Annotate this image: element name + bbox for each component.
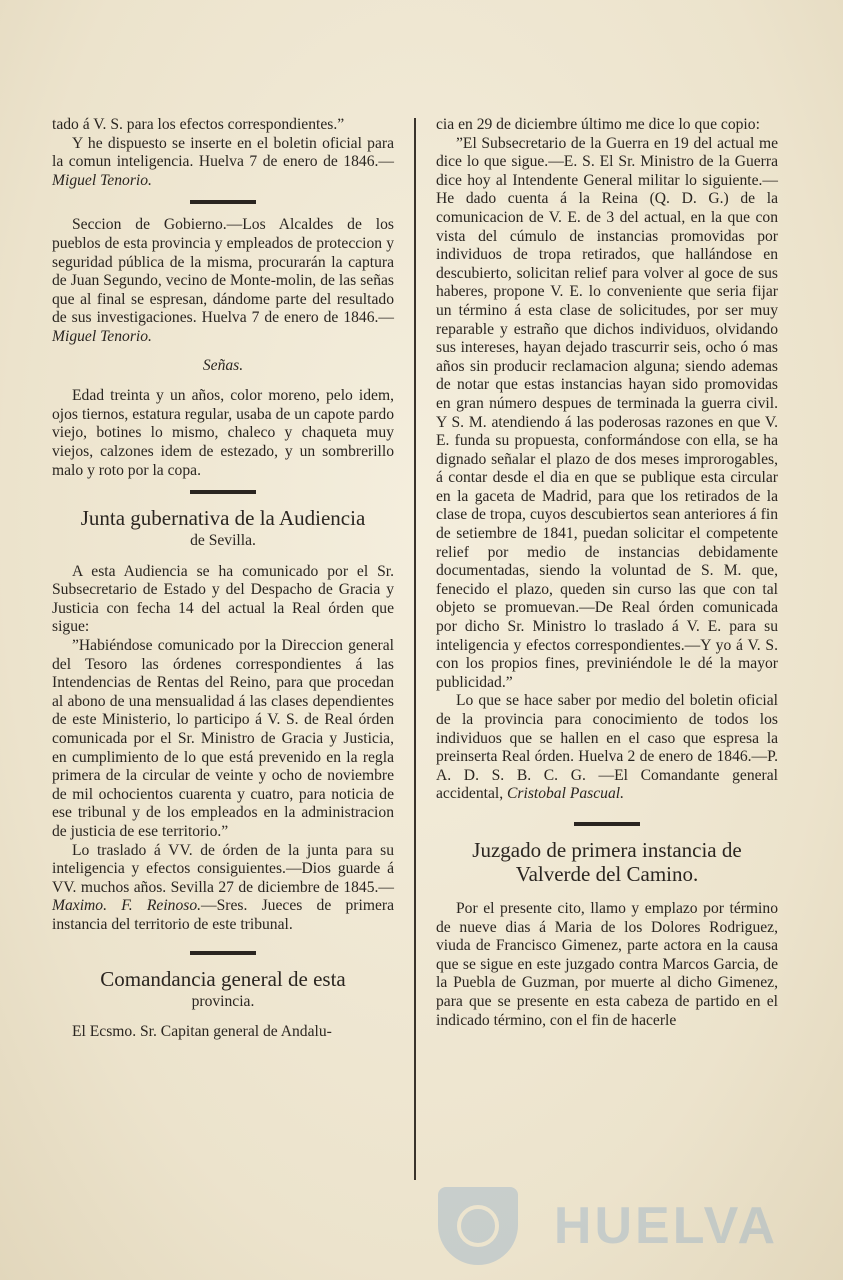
paragraph: cia en 29 de diciembre último me dice lo que copio: [436,116,760,133]
paragraph: Edad treinta y un años, color moreno, pelo idem, ojos tiernos, estatura regular, usaba de un capote pardo viejo, botines lo mismo, chaleco y chaqueta muy viejos, calzones idem de estezado, y un sombrerillo malo y roto por la copa. [52,387,394,479]
signature: Miguel Tenorio. [52,327,152,345]
paragraph: Seccion de Gobierno.—Los Alcaldes de los pueblos de esta provincia y empleados de proteccion y seguridad pública de la misma, procurarán la captura de Juan Segundo, vecino de Monte-molin, de las señas que al final se espresan, dándome parte del resultado de sus investigaciones. Huelva 7 de enero de 1846.—Miguel Tenorio. [52,216,394,345]
column-divider [414,118,416,1180]
huelva-watermark [438,1186,778,1266]
paragraph: Por el presente cito, llamo y emplazo por término de nueve dias á Maria de los Dolores Rodriguez, viuda de Francisco Gimenez, parte actora en la causa que se sigue en este juzgado contra Marcos Garcia, de la Puebla de Guzman, por muerte al dicho Gimenez, para que se presente en esta cabeza de partido en el indicado término, con el fin de hacerle [436,899,778,1029]
section-subtitle: Señas. [202,356,244,374]
paragraph: Lo que se hace saber por medio del boletin oficial de la provincia para conocimiento de todos los individuos que se hallen en el caso que espresa la preinserta Real órden. Huelva 2 de enero de 1846.—P. A. D. S. B. C. G. —El Comandante general accidental, Cristobal Pascual. [436,692,778,803]
paragraph: tado á V. S. para los efectos correspondientes.” [52,116,345,133]
signature: Cristobal Pascual. [507,785,624,803]
paragraph: Y he dispuesto se inserte en el boletin oficial para la comun inteligencia. Huelva 7 de enero de 1846.—Miguel Tenorio. [52,134,394,189]
watermark-text: HUELVA [553,1197,778,1255]
section-heading: Juzgado de primera instancia de Valverde del Camino. [472,837,742,886]
paragraph: ”El Subsecretario de la Guerra en 19 del actual me dice lo que sigue.—E. S. El Sr. Ministro de la Guerra dice hoy al Intendente General militar lo siguiente.—He dado cuenta á la Reina (Q. D. G.) de la comunicacion de V. E. de 3 del actual, en la que con vista del cúmulo de instancias promovidas por individuos de tropa retirados, que hallándose en descubierto, solicitan relief para volver al goce de sus haberes, propone V. E. lo conveniente que seria fijar un término á esta clase de solicitudes, por ser muy reparable y estraño que dichos individuos, olvidando sus intereses, hayan dejado trascurrir seis, ocho ó mas años sin producir reclamacion alguna; siendo ademas de notar que estas instancias hayan sido promovidas en gran número despues de terminada la guerra civil. Y S. M. atendiendo á las poderosas razones en que V. E. funda su propuesta, conformándose con ella, se ha dignado señalar el plazo de dos meses improrogables, á contar desde el dia en que se publique esta circular en la gaceta de Madrid, para que los retirados de la clase de tropa, cuyos descubiertos sean anteriores á fin de setiembre de 1841, puedan solicitar el competente relief por medio de instancias debidamente documentadas, siendo la voluntad de S. M. que, fenecido el plazo, queden sin curso las que con tal objeto se promuevan.—De Real órden comunicada por dicho Sr. Ministro lo traslado á V. E. para su inteligencia y efectos correspondientes.—Y yo á V. S. con los propios fines, previniéndole le dé la mayor publicidad.” [436,134,778,691]
section-heading: Comandancia general de esta [100,966,346,991]
separator-rule [574,822,640,826]
paragraph: El Ecsmo. Sr. Capitan general de Andalu- [72,1023,332,1041]
separator-rule [190,200,256,204]
right-column [436,116,778,1030]
shield-icon [438,1187,518,1265]
signature: Maximo. F. Reinoso. [52,897,202,915]
separator-rule [190,490,256,494]
paragraph: ”Habiéndose comunicado por la Direccion general del Tesoro las órdenes correspondientes á las Intendencias de Rentas del Reino, para que procedan al abono de una mensualidad á las clases dependientes de este Ministerio, lo participo á V. S. de Real órden comunicada por el Sr. Ministro de Gracia y Justicia, en cumplimiento de lo que está prevenido en la regla primera de la circular de veinte y ocho de noviembre de mil ochocientos cuarenta y cuatro, para noticia de ese tribunal y de los empleados en la administracion de justicia de ese territorio.” [52,637,394,840]
signature: Miguel Tenorio. [52,171,152,189]
left-column [52,116,394,1042]
paragraph: A esta Audiencia se ha comunicado por el Sr. Subsecretario de Estado y del Despacho de Gracia y Justicia con fecha 14 del actual la Real órden que sigue: [52,562,394,636]
separator-rule [190,951,256,955]
paragraph: Lo traslado á VV. de órden de la junta para su inteligencia y efectos consiguientes.—Dios guarde á VV. muchos años. Sevilla 27 de diciembre de 1845.—Maximo. F. Reinoso.—Sres. Jueces de primera instancia del territorio de este tribunal. [52,841,394,933]
section-subheading: provincia. [191,992,255,1010]
section-heading: Junta gubernativa de la Audiencia [80,506,366,531]
section-subheading: de Sevilla. [190,532,256,550]
